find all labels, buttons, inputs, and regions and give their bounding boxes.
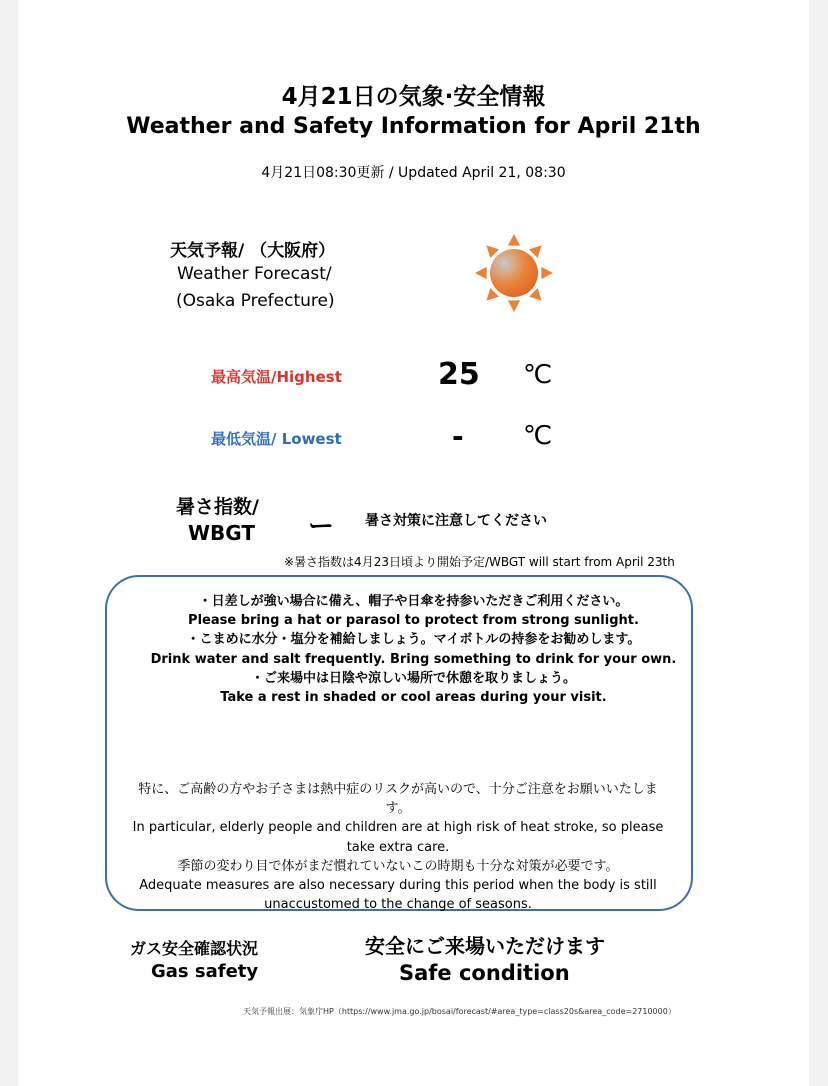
info-sheet bbox=[18, 0, 809, 1086]
sun-ray bbox=[541, 267, 553, 279]
source-credit: 天気予報出展：気象庁HP（https://www.jma.go.jp/bosai/forecast/#area_type=class20s&area_code=2710000） bbox=[243, 1007, 676, 1016]
gas-safety-label-en: Gas safety bbox=[151, 961, 259, 982]
wbgt-message: 暑さ対策に注意してください bbox=[365, 513, 547, 529]
tip-line: ・ご来場中は日陰や涼しい場所で休憩を取りましょう。 bbox=[250, 670, 576, 686]
gas-status-en: Safe condition bbox=[399, 961, 570, 985]
lowest-temp-value: - bbox=[452, 420, 464, 453]
tip-line: Please bring a hat or parasol to protect from strong sunlight. bbox=[188, 613, 639, 629]
lowest-temp-unit: ℃ bbox=[523, 421, 553, 451]
highest-temp-unit: ℃ bbox=[523, 360, 553, 390]
care-notes bbox=[128, 780, 668, 914]
forecast-label-en: Weather Forecast/ bbox=[177, 264, 332, 284]
tip-line: ・日差しが強い場合に備え、帽子や日傘を持参いただきご利用ください。 bbox=[198, 594, 629, 609]
lowest-temp-label: 最低気温/ Lowest bbox=[211, 430, 342, 448]
updated-timestamp: 4月21日08:30更新 / Updated April 21, 08:30 bbox=[261, 165, 566, 181]
page-title-en: Weather and Safety Information for April 21th bbox=[126, 114, 701, 139]
tip-line: ・こまめに水分・塩分を補給しましょう。マイボトルの持参をお勧めします。 bbox=[186, 632, 641, 648]
care-line: Adequate measures are also necessary during this period when the body is still unaccustomed to the change of seasons. bbox=[139, 878, 657, 913]
sun-icon bbox=[473, 232, 555, 314]
care-line: In particular, elderly people and children are at high risk of heat stroke, so please take extra care. bbox=[132, 820, 664, 855]
forecast-label-ja: 天気予報/ （大阪府） bbox=[170, 241, 336, 261]
advice-tips bbox=[18, 592, 809, 707]
wbgt-label-en: WBGT bbox=[188, 521, 256, 545]
sun-ray bbox=[508, 300, 520, 312]
care-line: 特に、ご高齢の方やお子さまは熱中症のリスクが高いので、十分ご注意をお願いいたします。 bbox=[138, 782, 658, 817]
page-title-ja: 4月21日の気象·安全情報 bbox=[281, 84, 546, 110]
sun-ray bbox=[475, 267, 487, 279]
tip-line: Take a rest in shaded or cool areas during your visit. bbox=[220, 690, 607, 706]
sun-ray bbox=[508, 234, 520, 246]
gas-status-ja: 安全にご来場いただけます bbox=[365, 934, 605, 958]
forecast-region-en: (Osaka Prefecture) bbox=[176, 291, 335, 311]
wbgt-note: ※暑さ指数は4月23日頃より開始予定/WBGT will start from April 23th bbox=[284, 555, 675, 569]
gas-safety-label-ja: ガス安全確認状況 bbox=[130, 939, 259, 958]
highest-temp-label: 最高気温/Highest bbox=[211, 368, 342, 386]
tip-line: Drink water and salt frequently. Bring something to drink for your own. bbox=[150, 651, 677, 667]
wbgt-label-ja: 暑さ指数/ bbox=[176, 496, 259, 518]
highest-temp-value: 25 bbox=[438, 357, 480, 392]
care-line: 季節の変わり目で体がまだ慣れていないこの時期も十分な対策が必要です。 bbox=[177, 858, 619, 874]
wbgt-value: ー bbox=[308, 512, 335, 542]
